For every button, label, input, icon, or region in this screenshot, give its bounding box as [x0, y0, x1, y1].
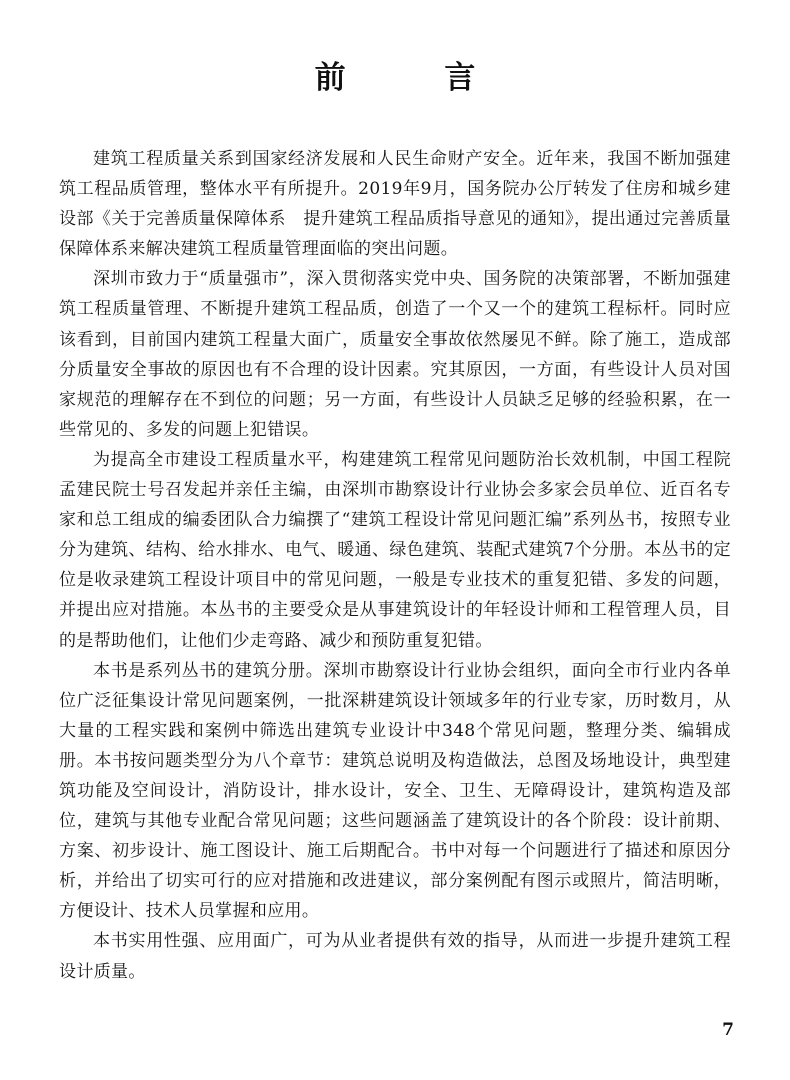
page-title: 前 言 — [314, 60, 520, 96]
preface-body — [59, 144, 731, 987]
paragraph-1: 建筑工程质量关系到国家经济发展和人民生命财产安全。近年来，我国不断加强建筑工程品质管理，整体水平有所提升。2019年9月，国务院办公厅转发了住房和城乡建设部《关于完善质量保障体系 提升建筑工程品质指导意见的通知》，提出通过完善质量保障体系来解决建筑工程质量管理面临的突出问题。 — [59, 149, 731, 260]
paragraph-3: 为提高全市建设工程质量水平，构建建筑工程常见问题防治长效机制，中国工程院孟建民院士号召发起并亲任主编，由深圳市勘察设计行业协会多家会员单位、近百名专家和总工组成的编委团队合力编撰了“建筑工程设计常见问题汇编”系列丛书，按照专业分为建筑、结构、给水排水、电气、暖通、绿色建筑、装配式建筑7个分册。本丛书的定位是收录建筑工程设计项目中的常见问题，一般是专业技术的重复犯错、多发的问题，并提出应对措施。本丛书的主要受众是从事建筑设计的年轻设计师和工程管理人员，目的是帮助他们，让他们少走弯路、减少和预防重复犯错。 — [59, 449, 731, 651]
page-number: 7 — [722, 1020, 734, 1040]
paragraph-5: 本书实用性强、应用面广，可为从业者提供有效的指导，从而进一步提升建筑工程设计质量。 — [59, 931, 731, 982]
paragraph-2: 深圳市致力于“质量强市”，深入贯彻落实党中央、国务院的决策部署，不断加强建筑工程质量管理、不断提升建筑工程品质，创造了一个又一个的建筑工程标杆。同时应该看到，目前国内建筑工程量大面广，质量安全事故依然屡见不鲜。除了施工，造成部分质量安全事故的原因也有不合理的设计因素。究其原因，一方面，有些设计人员对国家规范的理解存在不到位的问题；另一方面，有些设计人员缺乏足够的经验积累，在一些常见的、多发的问题上犯错误。 — [59, 269, 731, 440]
paragraph-4: 本书是系列丛书的建筑分册。深圳市勘察设计行业协会组织，面向全市行业内各单位广泛征集设计常见问题案例，一批深耕建筑设计领域多年的行业专家，历时数月，从大量的工程实践和案例中筛选出建筑专业设计中348个常见问题，整理分类、编辑成册。本书按问题类型分为八个章节：建筑总说明及构造做法，总图及场地设计，典型建筑功能及空间设计，消防设计，排水设计，安全、卫生、无障碍设计，建筑构造及部位，建筑与其他专业配合常见问题；这些问题涵盖了建筑设计的各个阶段：设计前期、方案、初步设计、施工图设计、施工后期配合。书中对每一个问题进行了描述和原因分析，并给出了切实可行的应对措施和改进建议，部分案例配有图示或照片，简洁明晰，方便设计、技术人员掌握和应用。 — [59, 660, 731, 922]
